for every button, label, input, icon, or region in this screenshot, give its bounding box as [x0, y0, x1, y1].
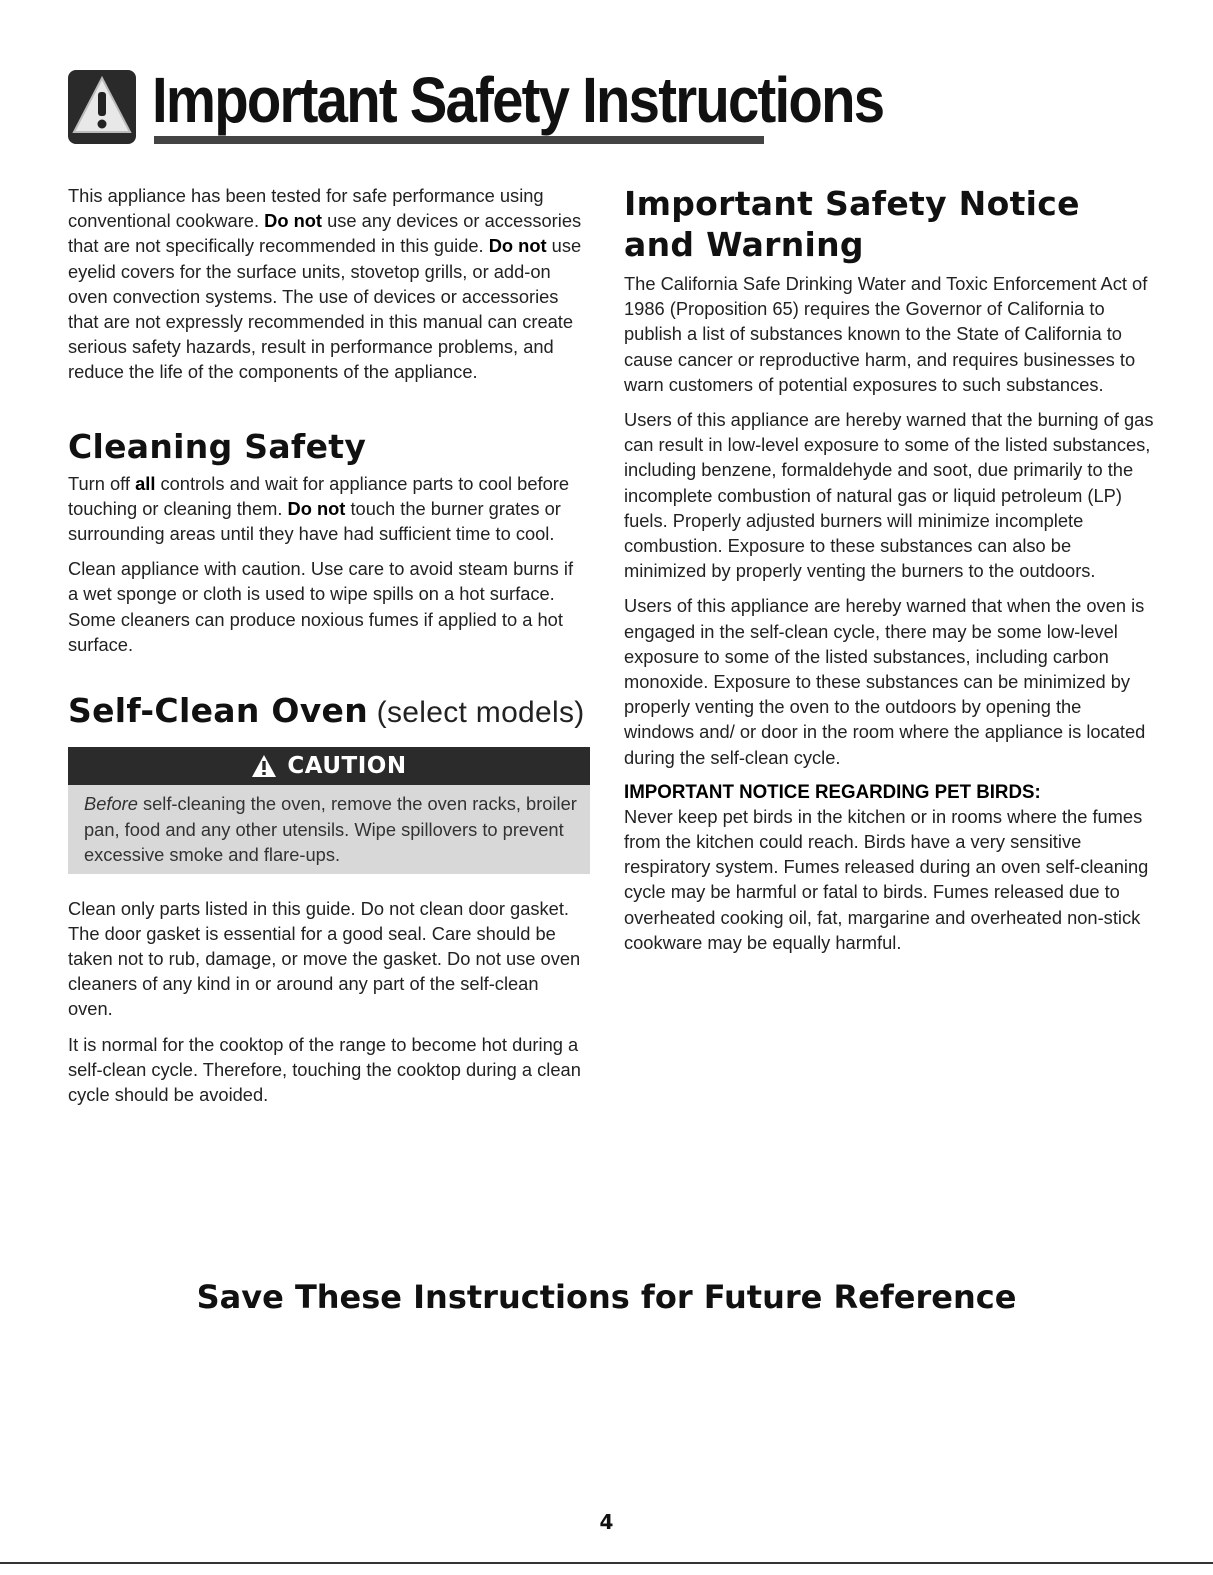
page-header: [68, 62, 884, 148]
save-instructions-banner: Save These Instructions for Future Reference: [196, 1278, 1017, 1316]
pet-birds-paragraph: Never keep pet birds in the kitchen or in rooms where the fumes from the kitchen could reach. Birds have a very sensitive respiratory system. Fumes released during an oven self-cleaning cycle may be harmful or fatal to birds. Fumes released due to overheated cooking oil, fat, margarine and overheated non-stick cookware may be equally harmful.: [624, 805, 1149, 953]
bottom-rule: [0, 1562, 1213, 1564]
caution-bar: [68, 747, 590, 785]
pet-birds-heading: IMPORTANT NOTICE REGARDING PET BIRDS:: [624, 780, 1041, 803]
self-clean-paragraph-1: Clean only parts listed in this guide. Do not clean door gasket. The door gasket is essential for a good seal. Care should be taken not to rub, damage, or move the gasket. Do not use oven cleaners of any kind in or around any part of the self-clean oven.: [68, 897, 581, 1020]
self-clean-heading: Self-Clean Oven (select models): [68, 691, 585, 731]
cleaning-paragraph-2: Clean appliance with caution. Use care to avoid steam burns if a wet sponge or cloth is used to wipe spills on a hot surface. Some cleaners can produce noxious fumes if applied to a hot surface.: [68, 558, 574, 655]
title-underline: [154, 136, 764, 144]
notice-paragraph-3: Users of this appliance are hereby warned that when the oven is engaged in the self-clean cycle, there may be some low-level exposure to some of the listed substances, including carbon monoxide. Exposure to these substances can be minimized by properly venting the oven to the outdoors by opening the windows and/ or door in the room where the appliance is located during the self-clean cycle.: [624, 595, 1146, 768]
warning-icon: [68, 70, 136, 144]
caution-text: Before self-cleaning the oven, remove the oven racks, broiler pan, food and any other utensils. Wipe spillovers to prevent excessive smoke and flare-ups.: [68, 785, 590, 874]
left-column: [68, 183, 588, 1117]
caution-triangle-icon: [251, 754, 277, 778]
safety-notice-heading: Important Safety Notice and Warning: [624, 184, 1080, 264]
page-number: 4: [599, 1510, 614, 1534]
cleaning-paragraph-1: Turn off all controls and wait for appliance parts to cool before touching or cleaning them. Do not touch the burner grates or surrounding areas until they have had sufficient time to cool.: [68, 472, 570, 545]
self-clean-paragraph-2: It is normal for the cooktop of the range to become hot during a self-clean cycle. Therefore, touching the cooktop during a clean cycle should be avoided.: [68, 1033, 581, 1105]
notice-paragraph-2: Users of this appliance are hereby warned that the burning of gas can result in low-level exposure to some of the listed substances, including benzene, formaldehyde and soot, due primarily to the incomplete combustion of natural gas or liquid petroleum (LP) fuels. Properly adjusted burners will minimize incomplete combustion. Exposure to these substances can also be minimized by properly venting the burners to the outdoors.: [624, 409, 1154, 582]
right-column: [624, 183, 1154, 965]
page-title: Important Safety Instructions: [152, 64, 884, 136]
cleaning-safety-heading: Cleaning Safety: [68, 426, 367, 466]
caution-label: CAUTION: [287, 753, 407, 780]
caution-box: [68, 747, 590, 874]
intro-paragraph: This appliance has been tested for safe performance using conventional cookware. Do not use any devices or accessories that are not specifically recommended in this guide. Do not use eyelid covers for the surface units, stovetop grills, or add-on oven convection systems. The use of devices or accessories that are not expressly recommended in this manual can create serious safety hazards, result in performance problems, and reduce the life of the components of the appliance.: [68, 185, 582, 383]
notice-paragraph-1: The California Safe Drinking Water and Toxic Enforcement Act of 1986 (Proposition 65) requires the Governor of California to publish a list of substances known to the State of California to cause cancer or reproductive harm, and requires businesses to warn customers of potential exposures to such substances.: [624, 273, 1148, 395]
